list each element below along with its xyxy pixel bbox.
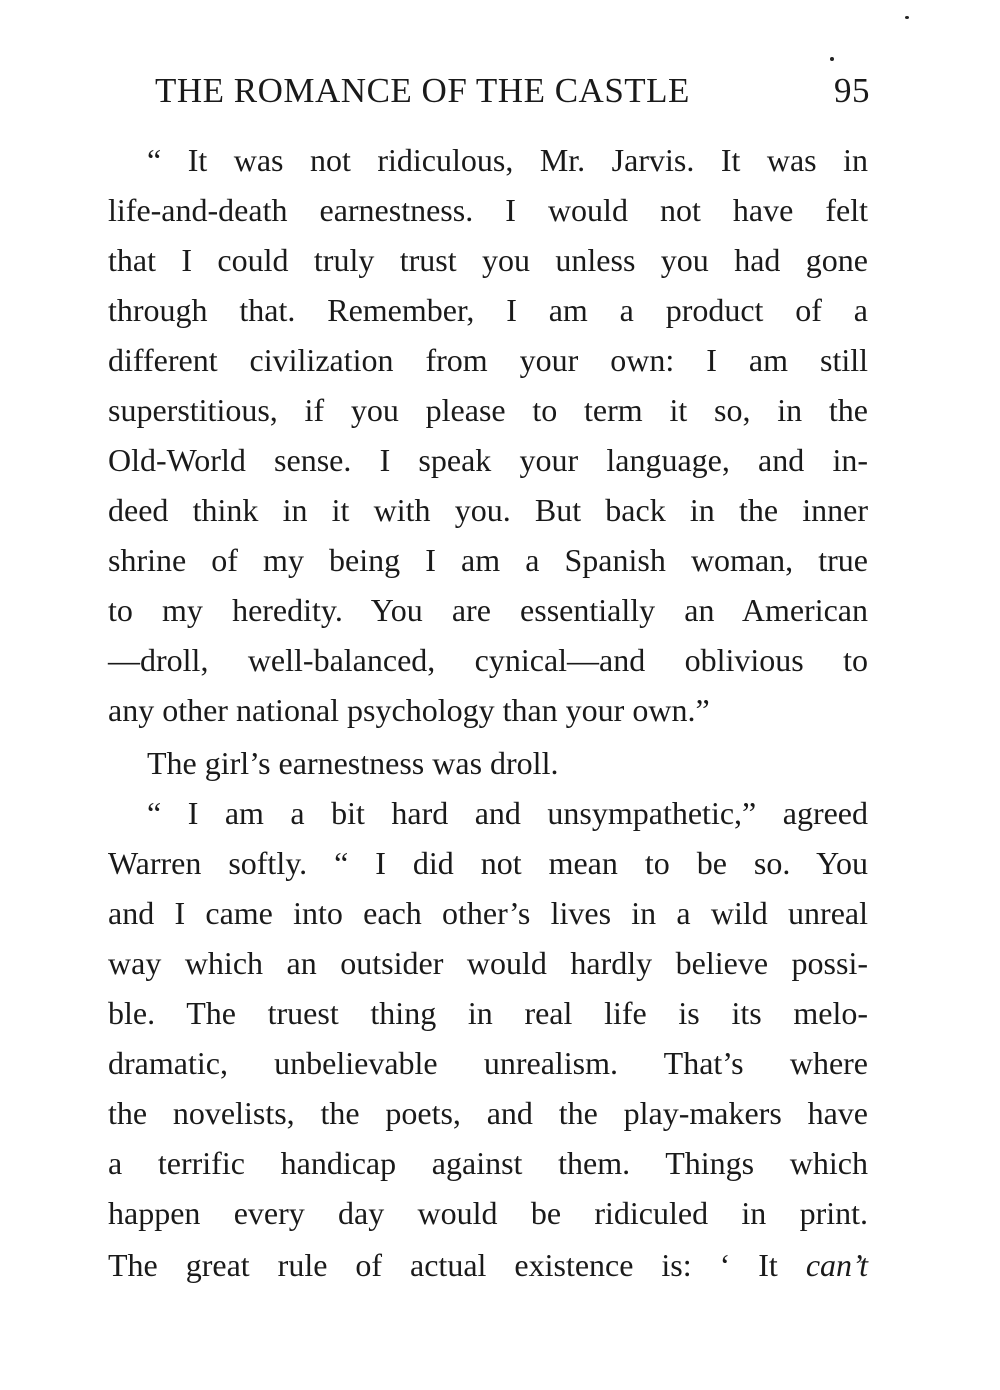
text-line: that I could truly trust you unless you had gone: [108, 242, 868, 278]
text-line: “ I am a bit hard and unsympathetic,” agreed: [147, 795, 868, 831]
text-line: Warren softly. “ I did not mean to be so. You: [108, 845, 868, 881]
italic-word: can’t: [805, 1247, 869, 1283]
text-line: through that. Remember, I am a product of a: [108, 292, 868, 328]
text-line: a terrific handicap against them. Things which: [108, 1145, 868, 1181]
text-line: to my heredity. You are essentially an American: [108, 592, 868, 628]
running-title: THE ROMANCE OF THE CASTLE: [155, 71, 690, 110]
text-line: The girl’s earnestness was droll.: [147, 745, 559, 781]
text-line: the novelists, the poets, and the play-makers have: [108, 1095, 868, 1131]
text-line-last: [108, 1240, 868, 1290]
text-line: Old-World sense. I speak your language, and in-: [108, 442, 868, 478]
text-line: “ It was not ridiculous, Mr. Jarvis. It was in: [147, 142, 868, 178]
text-line: shrine of my being I am a Spanish woman, true: [108, 542, 868, 578]
text-line: happen every day would be ridiculed in print.: [108, 1195, 868, 1231]
text-line: superstitious, if you please to term it so, in the: [108, 392, 868, 428]
text-line: life-and-death earnestness. I would not have felt: [108, 192, 868, 228]
text-line-last-roman: The great rule of actual existence is: ‘ It: [108, 1247, 778, 1283]
text-line: and I came into each other’s lives in a wild unreal: [108, 895, 868, 931]
print-speck: [905, 16, 909, 19]
text-line: ble. The truest thing in real life is its melo-: [108, 995, 868, 1031]
text-line: any other national psychology than your own.”: [108, 692, 710, 728]
running-head: [155, 66, 870, 116]
text-line: deed think in it with you. But back in the inner: [108, 492, 868, 528]
text-line: —droll, well-balanced, cynical—and oblivious to: [108, 642, 868, 678]
text-line: different civilization from your own: I am still: [108, 342, 868, 378]
text-line: way which an outsider would hardly believe possi-: [108, 945, 868, 981]
page-number: 95: [834, 71, 870, 110]
print-speck: [830, 57, 834, 61]
text-line: dramatic, unbelievable unrealism. That’s where: [108, 1045, 868, 1081]
